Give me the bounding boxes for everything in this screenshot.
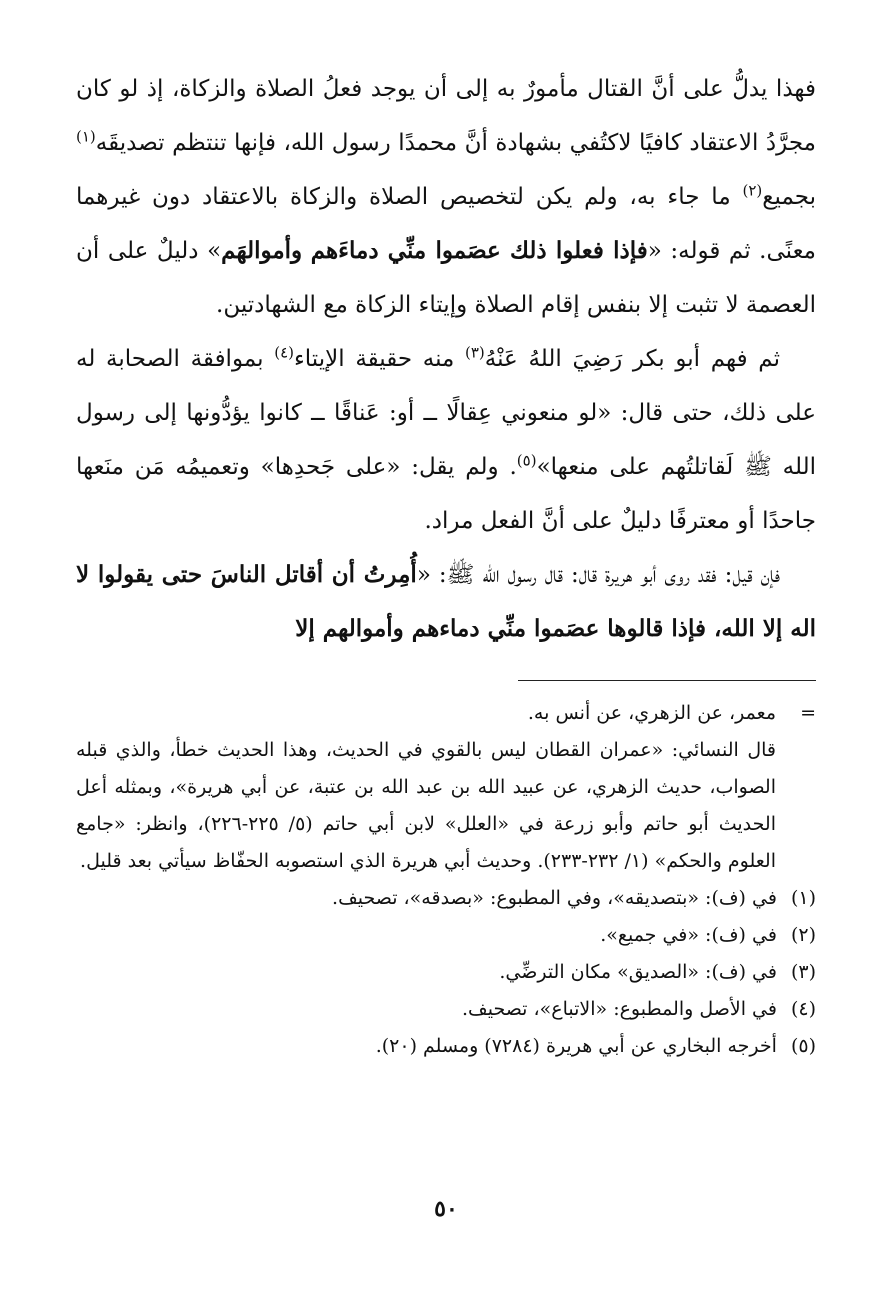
footnote-ref-5[interactable]: (٥) [516, 451, 537, 470]
hadith-quote: أُمِرتُ أن أقاتل الناسَ حتى يقولوا لا اله إلا الله، فإذا قالوها عصَموا منِّي دماءهم وأموالهم إلا [76, 561, 816, 642]
footnote-text: معمر، عن الزهري، عن أنس به. [527, 702, 776, 724]
paragraph-1 [76, 62, 816, 332]
hadith-quote: وأموالهَم [221, 237, 303, 264]
footnote-item [76, 1028, 816, 1065]
footnote-text: في (ف): «الصديق» مكان الترضِّي. [499, 961, 777, 983]
footnote-number: (٤) [790, 998, 816, 1020]
footnote-continuation [76, 695, 816, 880]
footnote-item [76, 880, 816, 917]
text-line: » دليلٌ على أن العصمة لا تثبت إلا بنفس إقام الصلاة وإيتاء الزكاة [76, 238, 816, 318]
text-line: فهذا يدلُّ على أنَّ القتال مأمورٌ به إلى أن يوجد فعلُ الصلاة والزكاة، إذ [146, 76, 816, 102]
text-run: ثم فهم أبو بكر رَضِيَ اللهُ عَنْهُ [484, 346, 780, 372]
text-line: بجميع [762, 184, 817, 210]
page-number: ٥٠ [434, 1196, 458, 1222]
footnote-number: (٥) [790, 1035, 816, 1057]
footnote-number: (١) [790, 887, 816, 909]
footnote-ref-2[interactable]: (٢) [742, 181, 763, 200]
text-run: فإن قيل: فقد روى أبو هريرة قال: قال رسول الله ﷺ: « [416, 562, 780, 588]
text-run: بموافقة الصحابة له على ذلك، حتى قال: «لو منعوني عِقالًا ــ أو: عَناقًا ــ كانوا يؤدُّونها إلى رسول الله ﷺ لَقاتلتُهم على منعها» [76, 346, 816, 480]
text-run: منه حقيقة الإيتاء [293, 346, 465, 372]
footnote-number: (٢) [790, 924, 816, 946]
paragraph-3 [76, 548, 816, 656]
text-line: تصديقَه [95, 130, 165, 156]
footnote-ref-3[interactable]: (٣) [465, 343, 485, 362]
footnote-text: في الأصل والمطبوع: «الاتباع»، تصحيف. [462, 998, 777, 1020]
footnote-text: في (ف): «بتصديقه»، وفي المطبوع: «بصدقه»، تصحيف. [332, 887, 777, 909]
text-line: بالاعتقاد دون غيرهما معنًى. ثم قوله: « [76, 184, 817, 264]
footnote-item [76, 917, 816, 954]
page-content [76, 62, 816, 1065]
footnote-text: في (ف): «في جميع». [600, 924, 777, 946]
footnote-text: أخرجه البخاري عن أبي هريرة (٧٢٨٤) ومسلم (٢٠). [375, 1035, 777, 1057]
hadith-quote: فإذا فعلوا ذلك عصَموا منِّي دماءَهم [310, 237, 648, 264]
text-run: . ولم يقل: «على جَحدِها» وتعميمُه مَن منَعها جاحدًا أو معترفًا دليلٌ على أنَّ الفعل مراد. [76, 454, 816, 534]
text-line: لو كان مجرَّدُ الاعتقاد كافيًا لاكتُفي بشهادة أنَّ محمدًا رسول الله، فإنها تنتظم [76, 76, 816, 156]
footnote-divider [518, 680, 816, 681]
footnote-ref-4[interactable]: (٤) [274, 343, 294, 362]
footnotes [76, 695, 816, 1065]
footnote-ref-1[interactable]: (١) [76, 127, 96, 146]
footnote-text: قال النسائي: «عمران القطان ليس بالقوي في الحديث، وهذا الحديث خطأ، والذي قبله الصواب، حديث الزهري، عن عبيد الله بن عبد الله بن عتبة، عن أبي هريرة»، وبمثله أعل الحديث أبو حاتم وأبو زرعة في «العلل» لابن أبي حاتم (٥/ ٢٢٥-٢٢٦)، وانظر: «جامع العلوم والحكم» (١/ ٢٣٢-٢٣٣). وحديث أبي هريرة الذي استصوبه الحفّاظ سيأتي بعد قليل. [76, 739, 776, 872]
footnote-number: (٣) [790, 961, 816, 983]
main-text [76, 62, 816, 656]
text-line: مع الشهادتين. [216, 292, 348, 318]
text-line: ما جاء به، ولم يكن لتخصيص الصلاة والزكاة [289, 184, 743, 210]
paragraph-2 [76, 332, 816, 548]
footnote-item [76, 954, 816, 991]
continuation-marker: = [800, 702, 816, 724]
footnote-item [76, 991, 816, 1028]
